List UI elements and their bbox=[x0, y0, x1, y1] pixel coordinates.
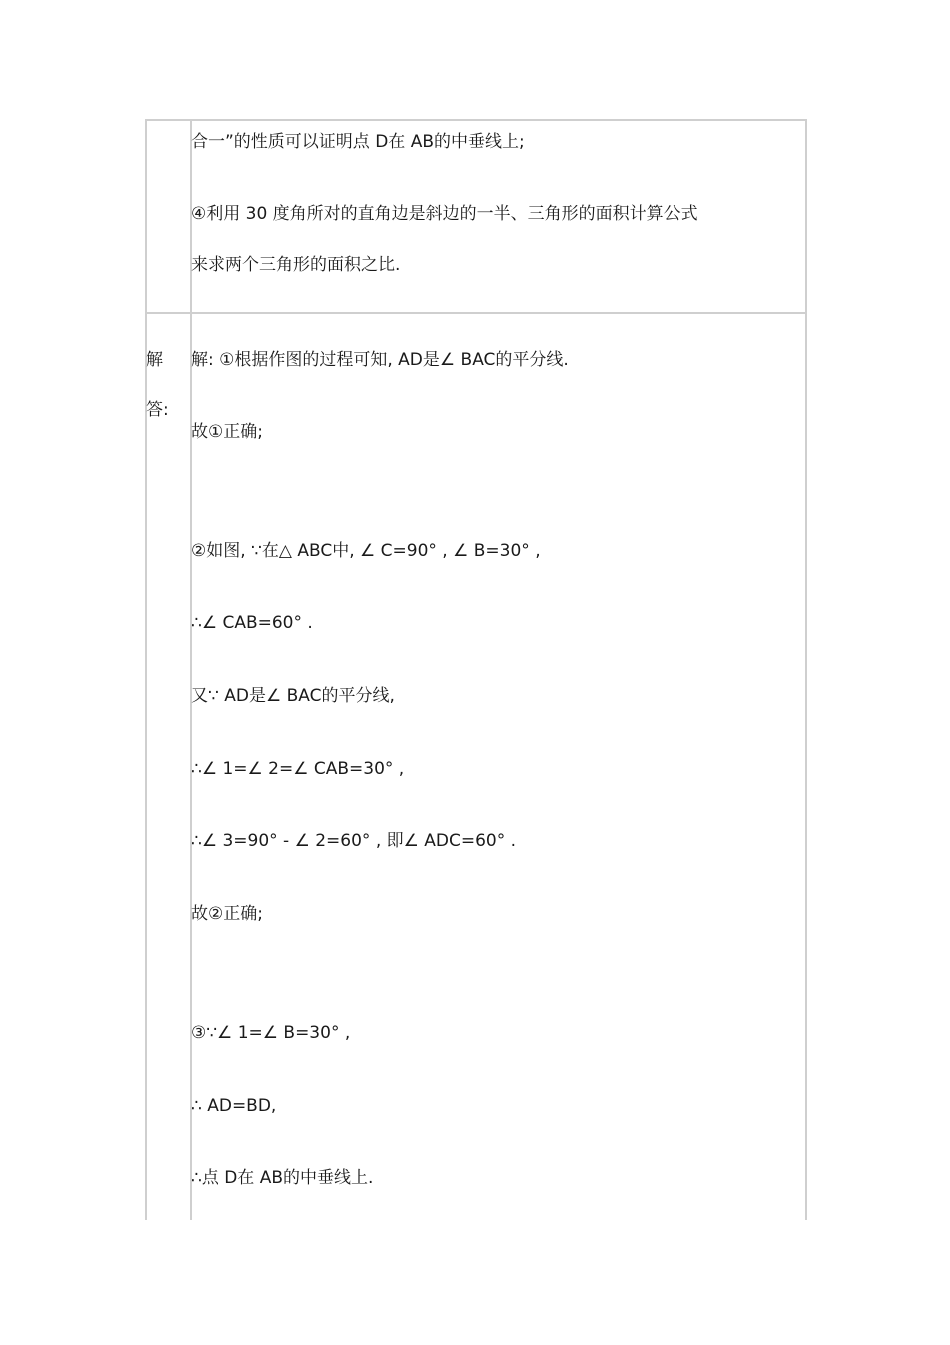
answer-label-bottom: 答: bbox=[146, 400, 169, 420]
table-left-border bbox=[145, 119, 147, 1220]
analysis-line-3: 来求两个三角形的面积之比. bbox=[191, 255, 401, 275]
answer-line: ∴点 D在 AB的中垂线上. bbox=[191, 1168, 374, 1188]
analysis-line-1: 合一”的性质可以证明点 D在 AB的中垂线上; bbox=[191, 132, 525, 152]
row-divider bbox=[145, 312, 807, 314]
answer-label-top: 解 bbox=[146, 350, 163, 370]
analysis-line-2: ④利用 30 度角所对的直角边是斜边的一半、三角形的面积计算公式 bbox=[191, 204, 698, 224]
answer-line: 又∵ AD是∠ BAC的平分线, bbox=[191, 686, 395, 706]
answer-line: ③∵∠ 1=∠ B=30° , bbox=[191, 1023, 351, 1043]
answer-line: ∴∠ CAB=60° . bbox=[191, 613, 313, 633]
table-right-border bbox=[805, 119, 807, 1220]
answer-line: 故②正确; bbox=[191, 904, 263, 924]
answer-line: 故①正确; bbox=[191, 422, 263, 442]
answer-line: 解: ①根据作图的过程可知, AD是∠ BAC的平分线. bbox=[191, 350, 569, 370]
answer-line: ∴ AD=BD, bbox=[191, 1096, 277, 1116]
answer-line: ②如图, ∵在△ ABC中, ∠ C=90° , ∠ B=30° , bbox=[191, 541, 541, 561]
table-top-border bbox=[145, 119, 807, 121]
answer-line: ∴∠ 1=∠ 2=∠ CAB=30° , bbox=[191, 759, 405, 779]
answer-line: ∴∠ 3=90° - ∠ 2=60° , 即∠ ADC=60° . bbox=[191, 831, 517, 851]
table-column-divider bbox=[190, 119, 192, 1220]
